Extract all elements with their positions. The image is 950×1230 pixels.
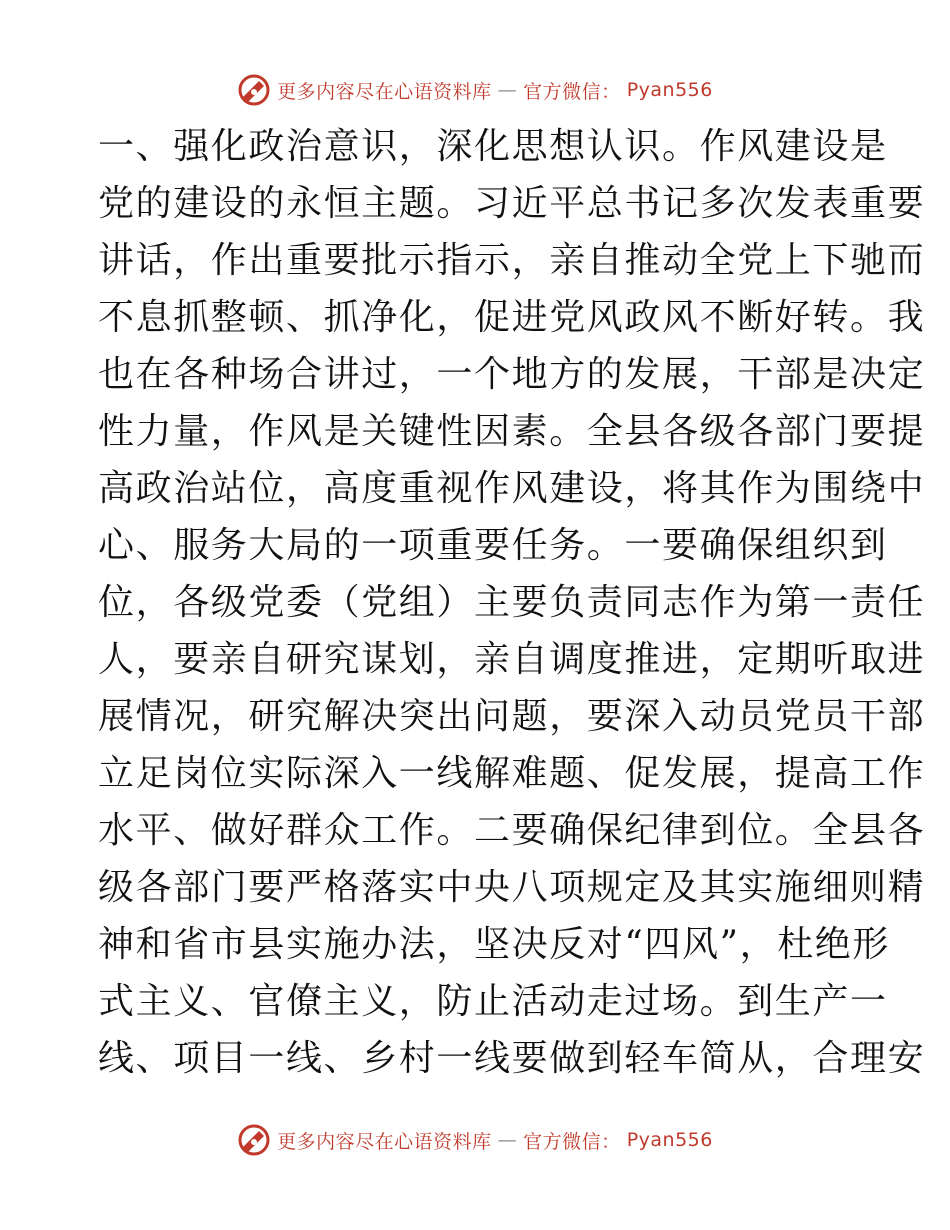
body-line: 式主义、官僚主义，防止活动走过场。到生产一: [98, 981, 888, 1022]
body-line: 党的建设的永恒主题。习近平总书记多次发表重要: [98, 183, 926, 224]
body-line: 人，要亲自研究谋划，亲自调度推进，定期听取进: [98, 639, 926, 680]
footer-watermark: [0, 1120, 950, 1160]
brand-logo-icon: [237, 73, 271, 107]
body-line: 不息抓整顿、抓净化，促进党风政风不断好转。我: [98, 297, 926, 338]
body-line: 位，各级党委（党组）主要负责同志作为第一责任: [98, 582, 926, 623]
body-line: 也在各种场合讲过，一个地方的发展，干部是决定: [98, 354, 926, 395]
body-line: 一、强化政治意识，深化思想认识。作风建设是: [98, 126, 888, 167]
body-line: 性力量，作风是关键性因素。全县各级各部门要提: [98, 411, 926, 452]
body-line: 高政治站位，高度重视作风建设，将其作为围绕中: [98, 468, 926, 509]
body-line: 线、项目一线、乡村一线要做到轻车简从，合理安: [98, 1038, 926, 1079]
brand-logo-icon: [237, 1123, 271, 1157]
watermark-dash: —: [497, 1129, 518, 1151]
document-body: [98, 118, 926, 1087]
watermark-dash: —: [497, 79, 518, 101]
body-line: 立足岗位实际深入一线解难题、促发展，提高工作: [98, 753, 926, 794]
body-line: 级各部门要严格落实中央八项规定及其实施细则精: [98, 867, 926, 908]
body-line: 水平、做好群众工作。二要确保纪律到位。全县各: [98, 810, 926, 851]
watermark-wechat-id: Pyan556: [626, 1129, 713, 1151]
body-line: 讲话，作出重要批示指示，亲自推动全党上下驰而: [98, 240, 926, 281]
header-watermark: [0, 70, 950, 110]
watermark-wechat-label: 官方微信：: [523, 80, 621, 103]
body-line: 神和省市县实施办法，坚决反对“四风”，杜绝形: [98, 924, 891, 965]
body-line: 心、服务大局的一项重要任务。一要确保组织到: [98, 525, 888, 566]
watermark-site-text: 更多内容尽在心语资料库: [277, 1130, 492, 1153]
body-line: 展情况，研究解决突出问题，要深入动员党员干部: [98, 696, 926, 737]
watermark-wechat-id: Pyan556: [626, 79, 713, 101]
watermark-wechat-label: 官方微信：: [523, 1130, 621, 1153]
watermark-site-text: 更多内容尽在心语资料库: [277, 80, 492, 103]
